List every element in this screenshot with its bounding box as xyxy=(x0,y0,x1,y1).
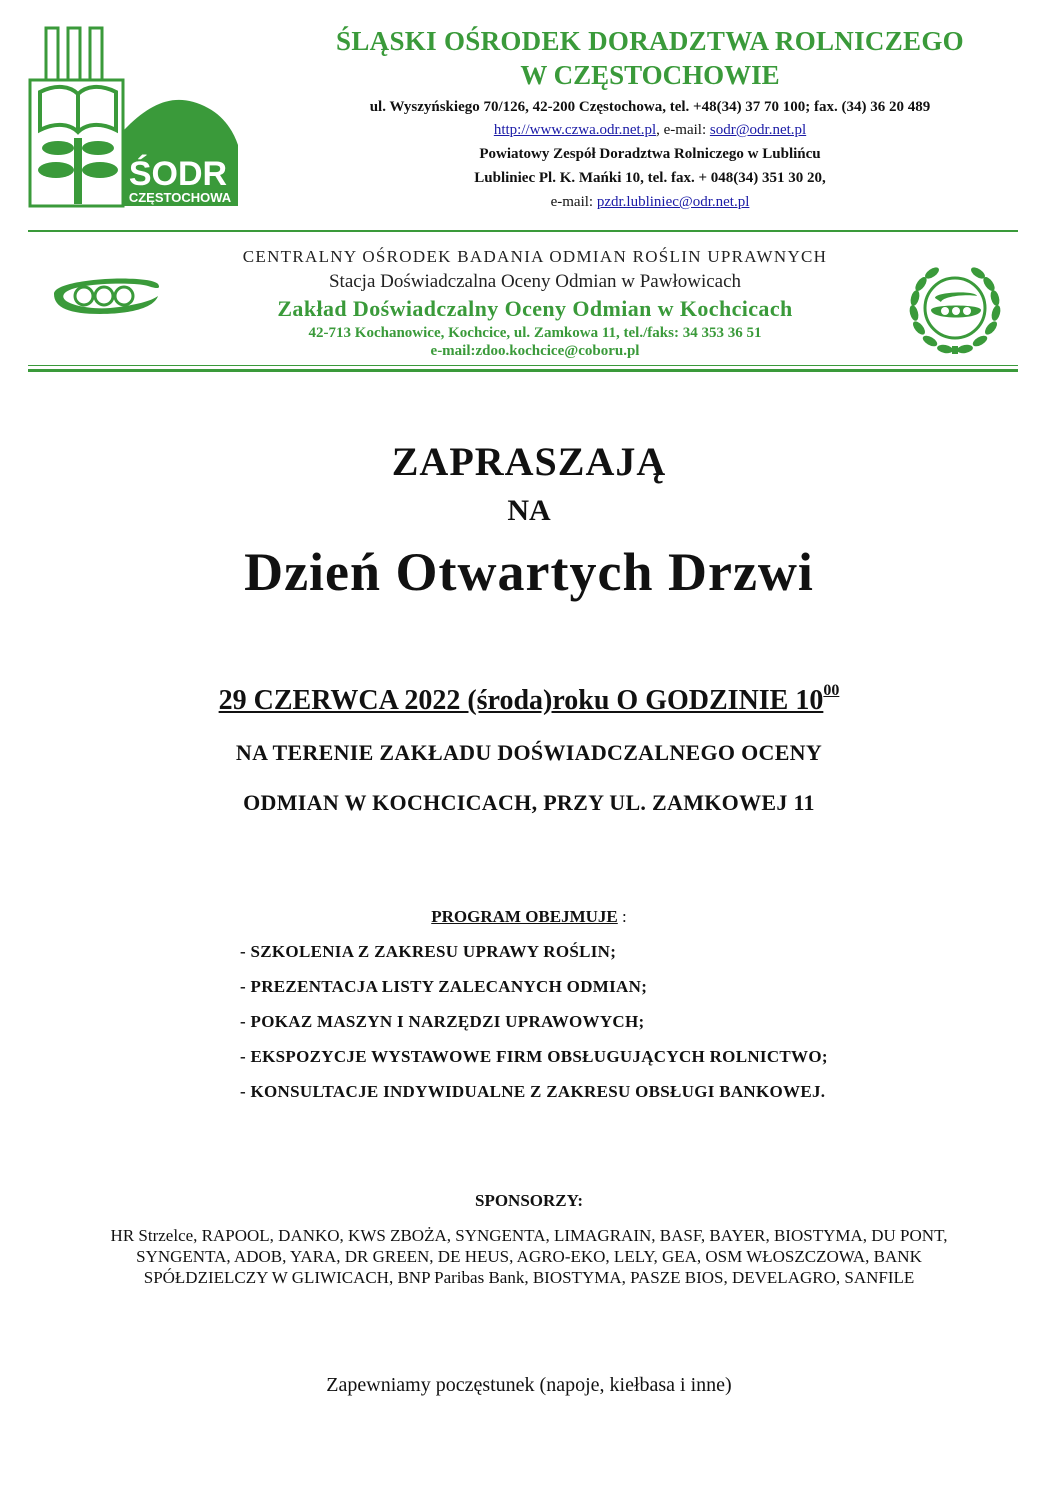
pzdr-address: Lubliniec Pl. K. Mańki 10, tel. fax. + 048(34) 351 30 20, xyxy=(474,170,826,186)
sodr-contact-line xyxy=(265,120,1035,140)
invite-na: NA xyxy=(507,494,551,527)
pzdr-email-link[interactable]: pzdr.lubliniec@odr.net.pl xyxy=(596,194,750,210)
sponsors-heading: SPONSORZY: xyxy=(474,1191,583,1210)
event-title: Dzień Otwartych Drzwi xyxy=(244,542,814,602)
sodr-org-name-line1: ŚLĄSKI OŚRODEK DORADZTWA ROLNICZEGO xyxy=(336,26,964,56)
event-time-minutes: 00 xyxy=(823,682,840,699)
event-location-line1: NA TERENIE ZAKŁADU DOŚWIADCZALNEGO OCENY xyxy=(235,740,823,765)
sodr-email-link[interactable]: sodr@odr.net.pl xyxy=(709,122,807,138)
sodr-logo-subtext: CZĘSTOCHOWA xyxy=(128,190,232,205)
coboru-logo-right xyxy=(905,258,1005,358)
header-divider xyxy=(28,230,1018,232)
sodr-address: ul. Wyszyńskiego 70/126, 42-200 Częstochowa, tel. +48(34) 37 70 100; fax. (34) 36 20 489 xyxy=(369,99,931,115)
coboru-logo-left xyxy=(50,274,162,314)
coboru-central-name: CENTRALNY OŚRODEK BADANIA ODMIAN ROŚLIN UPRAWNYCH xyxy=(242,247,828,266)
zdoo-address: 42-713 Kochanowice, Kochcice, ul. Zamkowa 11, tel./faks: 34 353 36 51 xyxy=(308,325,762,341)
pzdr-name: Powiatowy Zespół Doradztwa Rolniczego w Lublińcu xyxy=(479,146,821,162)
program-heading xyxy=(0,906,1058,928)
refreshments-note: Zapewniamy poczęstunek (napoje, kiełbasa i inne) xyxy=(326,1374,732,1396)
program-item: - PREZENTACJA LISTY ZALECANYCH ODMIAN; xyxy=(240,977,648,996)
sodr-org-name-line2: W CZĘSTOCHOWIE xyxy=(520,60,780,90)
pzdr-email-line xyxy=(265,192,1035,212)
sodr-email-prefix: , e-mail: xyxy=(656,122,710,138)
program-item: - SZKOLENIA Z ZAKRESU UPRAWY ROŚLIN; xyxy=(240,942,617,961)
pzdr-email-prefix: e-mail: xyxy=(550,194,597,210)
program-item: - EKSPOZYCJE WYSTAWOWE FIRM OBSŁUGUJĄCYCH ROLNICTWO; xyxy=(240,1047,828,1066)
invite-heading: ZAPRASZAJĄ xyxy=(391,439,667,484)
program-heading-colon: : xyxy=(617,907,627,926)
program-item: - POKAZ MASZYN I NARZĘDZI UPRAWOWYCH; xyxy=(240,1012,645,1031)
zdoo-email: e-mail:zdoo.kochcice@coboru.pl xyxy=(430,343,640,359)
sodr-logo xyxy=(28,20,248,210)
coboru-station-name: Stacja Doświadczalna Oceny Odmian w Pawłowicach xyxy=(328,271,742,292)
event-location-line2: ODMIAN W KOCHCICACH, PRZY UL. ZAMKOWEJ 11 xyxy=(243,790,815,815)
sodr-website-link[interactable]: http://www.czwa.odr.net.pl xyxy=(493,122,657,138)
program-heading-text: PROGRAM OBEJMUJE xyxy=(431,907,618,926)
event-date xyxy=(0,684,1058,718)
header2-divider-thick xyxy=(28,369,1018,372)
program-list xyxy=(240,942,1020,1117)
header2-divider-thin xyxy=(28,365,1018,366)
sodr-logo-text: ŚODR xyxy=(128,155,228,193)
zdoo-name: Zakład Doświadczalny Oceny Odmian w Kochcicach xyxy=(277,296,793,321)
event-date-text: 29 CZERWCA 2022 (środa)roku O GODZINIE 10 xyxy=(218,685,824,716)
sponsors-list: HR Strzelce, RAPOOL, DANKO, KWS ZBOŻA, SYNGENTA, LIMAGRAIN, BASF, BAYER, BIOSTYMA, DU PONT, SYNGENTA, ADOB, YARA, DR GREEN, DE HEUS, AGRO-EKO, LELY, GEA, OSM WŁOSZCZOWA, BANK SPÓŁDZIELCZY W GLIWICACH, BNP Paribas Bank, BIOSTYMA, PASZE BIOS, DEVELAGRO, SANFILE xyxy=(110,1226,948,1287)
program-item: - KONSULTACJE INDYWIDUALNE Z ZAKRESU OBSŁUGI BANKOWEJ. xyxy=(240,1082,826,1101)
